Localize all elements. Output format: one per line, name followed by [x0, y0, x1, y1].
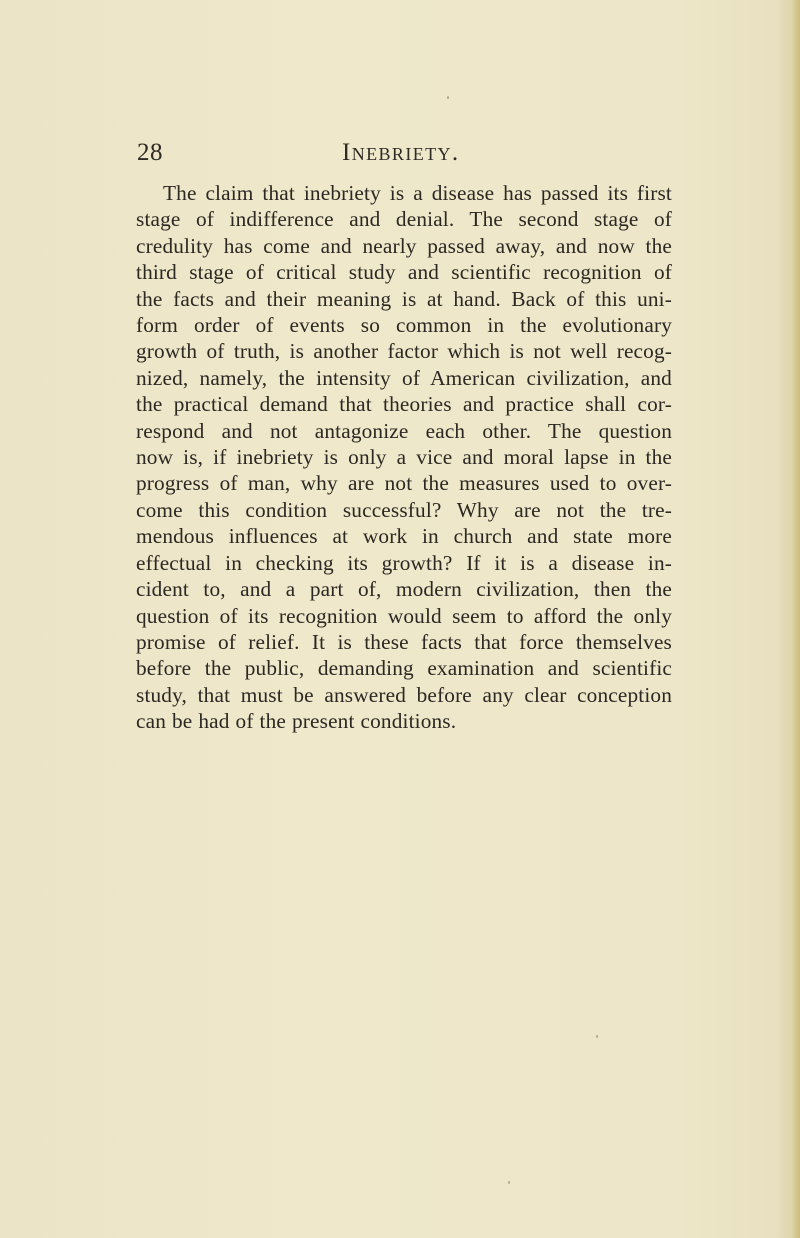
running-head: Inebriety.	[342, 139, 460, 166]
text-line: can be had of the present conditions.	[136, 709, 457, 734]
text-line: form order of events so common in the evolutionary	[136, 313, 672, 338]
text-line: stage of indifference and denial. The second stage of	[136, 207, 672, 232]
text-line: question of its recognition would seem to afford the only	[136, 603, 672, 628]
text-line: now is, if inebriety is only a vice and moral lapse in the	[136, 445, 672, 470]
text-line: growth of truth, is another factor which is not well recog-	[136, 339, 672, 364]
text-line: cident to, and a part of, modern civilization, then the	[136, 577, 672, 602]
text-line: respond and not antagonize each other. The question	[136, 418, 672, 443]
text-line: effectual in checking its growth? If it is a disease in-	[136, 550, 672, 575]
text-line: the facts and their meaning is at hand. Back of this uni-	[136, 286, 672, 311]
text-line: promise of relief. It is these facts that force themselves	[136, 629, 672, 654]
page-number: 28	[137, 139, 163, 166]
paper-speck	[447, 96, 449, 99]
text-line: mendous influences at work in church and state more	[136, 524, 672, 549]
text-line: progress of man, why are not the measures used to over-	[136, 471, 672, 496]
paper-speck	[596, 1035, 598, 1038]
body-paragraph	[136, 180, 672, 735]
text-line: third stage of critical study and scientific recognition of	[136, 260, 672, 285]
text-line: before the public, demanding examination and scientific	[136, 656, 672, 681]
text-line: credulity has come and nearly passed away, and now the	[136, 233, 672, 258]
page-header	[137, 138, 672, 168]
text-line: study, that must be answered before any clear conception	[136, 682, 672, 707]
text-line: The claim that inebriety is a disease has passed its first	[163, 181, 672, 205]
page-edge-shadow	[792, 0, 800, 1238]
text-line: nized, namely, the intensity of American civilization, and	[136, 365, 672, 390]
text-line: come this condition successful? Why are not the tre-	[136, 497, 672, 522]
paper-speck	[508, 1181, 510, 1184]
text-line: the practical demand that theories and practice shall cor-	[136, 392, 672, 417]
